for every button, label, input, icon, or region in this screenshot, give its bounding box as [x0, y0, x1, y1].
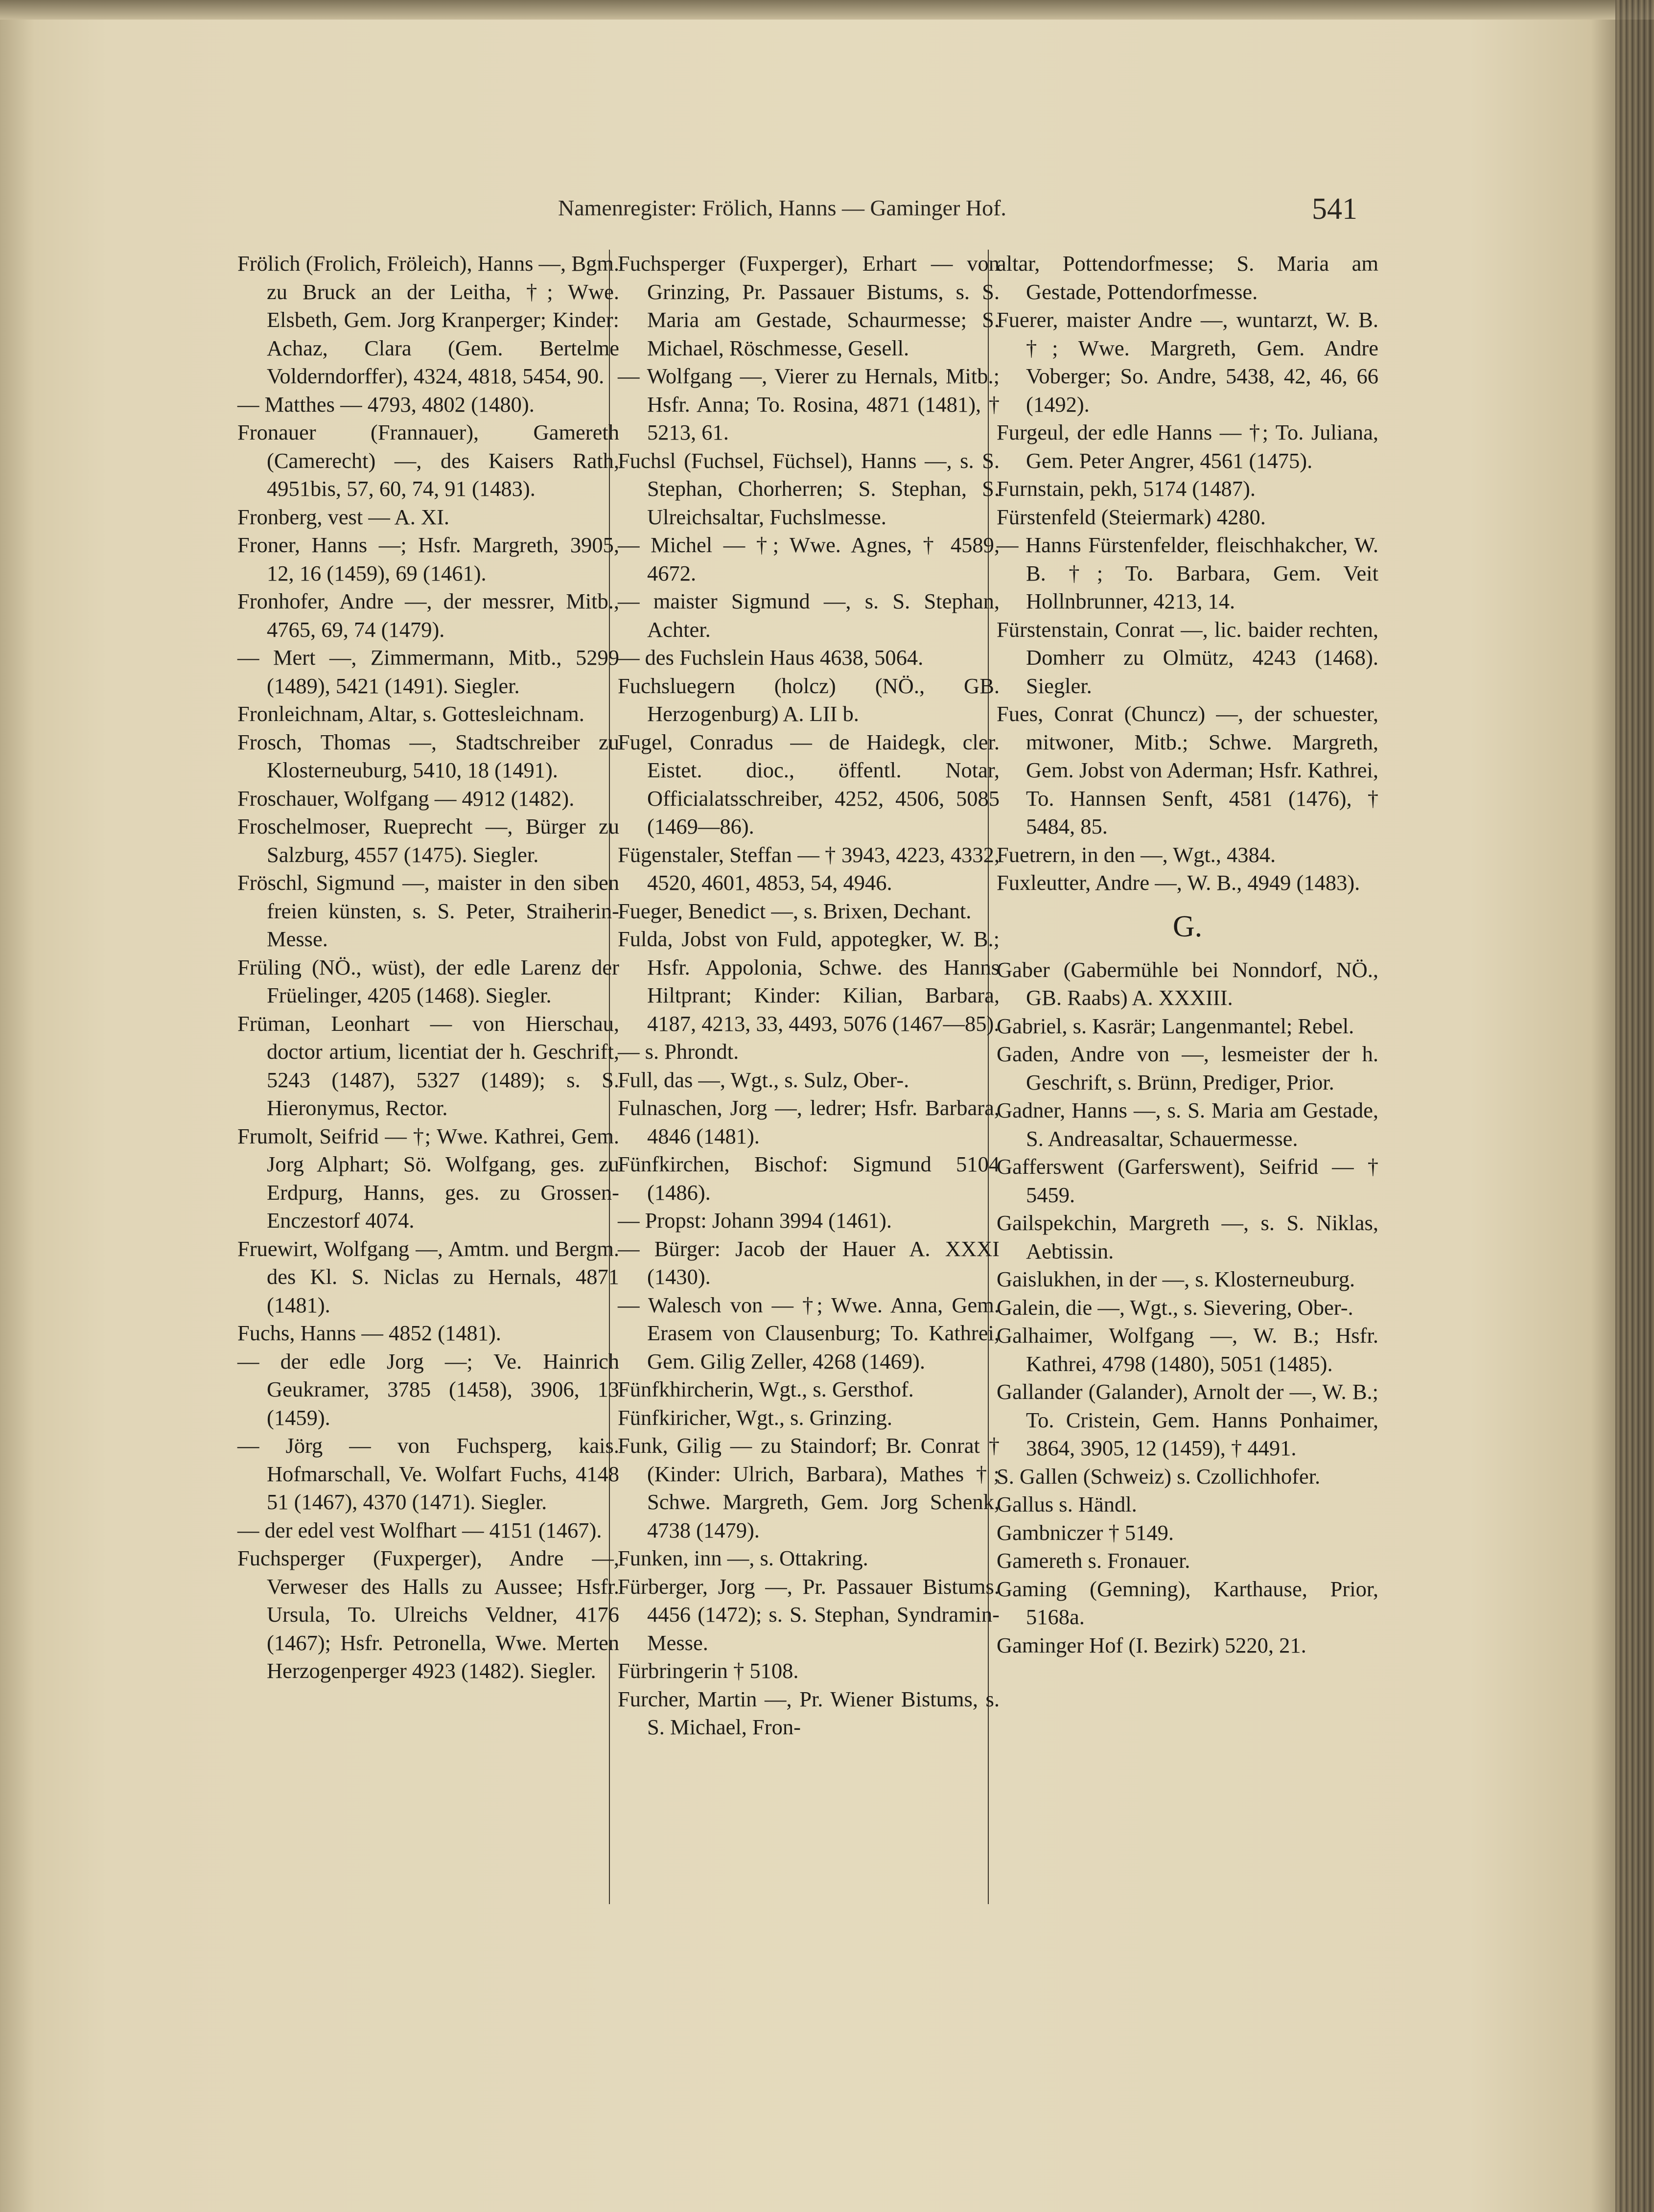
index-entry: Gamereth s. Fronauer. [997, 1548, 1190, 1573]
index-entry: Fröschl, Sigmund —, maister in den siben freien künsten, s. S. Peter, Straiherin-Messe. [237, 870, 619, 951]
index-entry: Fuetrern, in den —, Wgt., 4384. [997, 842, 1276, 867]
section-letter: G. [1172, 909, 1203, 943]
index-entry: Fuerer, maister Andre —, wuntarzt, W. B. †; Wwe. Margreth, Gem. Andre Voberger; So. Andre, 5438, 42, 46, 66 (1492). [997, 307, 1378, 417]
index-entry: S. Gallen (Schweiz) s. Czollichhofer. [997, 1464, 1321, 1489]
running-title: Namenregister: Frölich, Hanns — Gaminger Hof. [558, 195, 1006, 220]
index-entry: Fürberger, Jorg —, Pr. Passauer Bistums. 4456 (1472); s. S. Stephan, Syndramin-Messe. [618, 1574, 1000, 1655]
index-entry: — Wolfgang —, Vierer zu Hernals, Mitb.; Hsfr. Anna; To. Rosina, 4871 (1481), † 5213, 61. [618, 364, 1000, 444]
index-entry: — Mert —, Zimmermann, Mitb., 5299 (1489), 5421 (1491). Siegler. [237, 645, 619, 698]
index-entry: Fünfkirchen, Bischof: Sigmund 5104 (1486). [618, 1152, 1000, 1205]
index-entry: Furgeul, der edle Hanns — †; To. Juliana, Gem. Peter Angrer, 4561 (1475). [997, 420, 1378, 473]
index-entry: Funken, inn —, s. Ottakring. [618, 1546, 868, 1570]
index-entry: Frumolt, Seifrid — †; Wwe. Kathrei, Gem. Jorg Alphart; Sö. Wolfgang, ges. zu Erdpurg, Hanns, ges. zu Grossen-Enczestorf 4074. [237, 1123, 619, 1233]
index-entry: Fünfkiricher, Wgt., s. Grinzing. [618, 1405, 892, 1430]
index-entry: Gaden, Andre von —, lesmeister der h. Geschrift, s. Brünn, Prediger, Prior. [997, 1042, 1378, 1094]
index-entry: Fünfkhircherin, Wgt., s. Gersthof. [618, 1377, 914, 1401]
index-entry: Frölich (Frolich, Fröleich), Hanns —, Bgm. zu Bruck an der Leitha, †; Wwe. Elsbeth, Gem. Jorg Kranperger; Kinder: Achaz, Clara (Gem. Bertelme Volderndorffer), 4324, 4818, 5454, 90. [237, 251, 619, 388]
index-entry: Gabriel, s. Kasrär; Langenmantel; Rebel. [997, 1013, 1354, 1038]
index-column-3 [997, 250, 1378, 1659]
index-entry: Gafferswent (Garferswent), Seifrid — † 5459. [997, 1154, 1378, 1207]
index-entry: Fuchsperger (Fuxperger), Andre —, Verweser des Halls zu Aussee; Hsfr. Ursula, To. Ulreichs Veldner, 4176 (1467); Hsfr. Petronella, Wwe. Merten Herzogenperger 4923 (1482). Siegler. [237, 1546, 619, 1683]
index-entry: Gaber (Gabermühle bei Nonndorf, NÖ., GB. Raabs) A. XXXIII. [997, 957, 1378, 1010]
page-number: 541 [1312, 192, 1357, 226]
index-entry: Galein, die —, Wgt., s. Sievering, Ober-. [997, 1295, 1353, 1320]
index-entry: — der edel vest Wolfhart — 4151 (1467). [237, 1517, 602, 1542]
index-entry: Full, das —, Wgt., s. Sulz, Ober-. [618, 1067, 909, 1092]
index-entry: Fulda, Jobst von Fuld, appotegker, W. B.; Hsfr. Appolonia, Schwe. des Hanns Hiltprant; Kinder: Kilian, Barbara, 4187, 4213, 33, 4493, 5076 (1467—85). [618, 927, 1000, 1036]
index-entry: Fulnaschen, Jorg —, ledrer; Hsfr. Barbara, 4846 (1481). [618, 1095, 1000, 1148]
index-entry: Fronauer (Frannauer), Gamereth (Camerecht) —, des Kaisers Rath, 4951bis, 57, 60, 74, 91 (1483). [237, 420, 619, 501]
index-entry: — s. Phrondt. [618, 1039, 739, 1064]
index-entry: Galhaimer, Wolfgang —, W. B.; Hsfr. Kathrei, 4798 (1480), 5051 (1485). [997, 1323, 1378, 1376]
index-entry: Fuchsl (Fuchsel, Füchsel), Hanns —, s. S. Stephan, Chorherren; S. Stephan, S. Ulreichsaltar, Fuchslmesse. [618, 448, 1000, 529]
index-entry: Furcher, Martin —, Pr. Wiener Bistums, s. S. Michael, Fron- [618, 1686, 1000, 1739]
index-entry: — Michel — †; Wwe. Agnes, † 4589, 4672. [618, 533, 1000, 585]
index-entry: — Matthes — 4793, 4802 (1480). [237, 392, 535, 417]
index-entry: Frosch, Thomas —, Stadtschreiber zu Klosterneuburg, 5410, 18 (1491). [237, 729, 619, 782]
index-entry: Gaminger Hof (I. Bezirk) 5220, 21. [997, 1632, 1306, 1657]
index-entry: Gallander (Galander), Arnolt der —, W. B.; To. Cristein, Gem. Hanns Ponhaimer, 3864, 3905, 12 (1459), † 4491. [997, 1379, 1378, 1460]
index-entry: Fugel, Conradus — de Haidegk, cler. Eistet. dioc., öffentl. Notar, Officialatsschreiber, 4252, 4506, 5085 (1469—86). [618, 729, 1000, 838]
index-entry: Fürstenstain, Conrat —, lic. baider rechten, Domherr zu Olmütz, 4243 (1468). Siegler. [997, 617, 1378, 698]
index-entry: Fruewirt, Wolfgang —, Amtm. und Bergm. des Kl. S. Niclas zu Hernals, 4871 (1481). [237, 1236, 619, 1317]
index-entry: — Propst: Johann 3994 (1461). [618, 1208, 892, 1233]
index-entry: — Bürger: Jacob der Hauer A. XXXI (1430). [618, 1236, 1000, 1289]
index-entry: Fuxleutter, Andre —, W. B., 4949 (1483). [997, 870, 1360, 895]
index-entry: altar, Pottendorfmesse; S. Maria am Gestade, Pottendorfmesse. [997, 251, 1378, 304]
index-entry: Gailspekchin, Margreth —, s. S. Niklas, Aebtissin. [997, 1211, 1378, 1263]
index-entry: Fürstenfeld (Steiermark) 4280. [997, 504, 1266, 529]
index-entry: Fuchs, Hanns — 4852 (1481). [237, 1321, 501, 1345]
index-entry: Froschelmoser, Rueprecht —, Bürger zu Salzburg, 4557 (1475). Siegler. [237, 814, 619, 867]
page-top-edge [0, 0, 1654, 20]
index-entry: Fronhofer, Andre —, der messrer, Mitb., 4765, 69, 74 (1479). [237, 589, 619, 642]
index-entry: Furnstain, pekh, 5174 (1487). [997, 476, 1256, 501]
index-entry: Gadner, Hanns —, s. S. Maria am Gestade, S. Andreasaltar, Schauermesse. [997, 1098, 1378, 1151]
index-entry: — Hanns Fürstenfelder, fleischhakcher, W. B. †; To. Barbara, Gem. Veit Hollnbrunner, 4213, 14. [997, 533, 1378, 613]
index-entry: — Jörg — von Fuchsperg, kais. Hofmarschall, Ve. Wolfart Fuchs, 4148 51 (1467), 4370 (1471). Siegler. [237, 1433, 619, 1514]
index-entry: Fuchsperger (Fuxperger), Erhart — von Grinzing, Pr. Passauer Bistums, s. S. Maria am Gestade, Schaurmesse; S. Michael, Röschmesse, Gesell. [618, 251, 1000, 360]
index-entry: Fronleichnam, Altar, s. Gottesleichnam. [237, 701, 584, 726]
index-entry: — des Fuchslein Haus 4638, 5064. [618, 645, 924, 670]
index-entry: Gallus s. Händl. [997, 1492, 1137, 1516]
index-entry: Fügenstaler, Steffan — † 3943, 4223, 4332, 4520, 4601, 4853, 54, 4946. [618, 842, 1000, 895]
book-spine-edge [1615, 0, 1654, 2212]
index-entry: Früling (NÖ., wüst), der edle Larenz der Früelinger, 4205 (1468). Siegler. [237, 955, 619, 1007]
index-entry: Fürbringerin † 5108. [618, 1658, 799, 1683]
index-entry: Fueger, Benedict —, s. Brixen, Dechant. [618, 898, 972, 923]
index-entry: Gaming (Gemning), Karthause, Prior, 5168a. [997, 1576, 1378, 1629]
index-entry: Gaislukhen, in der —, s. Klosterneuburg. [997, 1267, 1355, 1291]
index-entry: — maister Sigmund —, s. S. Stephan, Achter. [618, 589, 1000, 642]
index-entry: — Walesch von — †; Wwe. Anna, Gem. Erasem von Clausenburg; To. Kathrei, Gem. Gilig Zeller, 4268 (1469). [618, 1292, 1000, 1374]
index-entry: Fronberg, vest — A. XI. [237, 504, 450, 529]
index-entry: Fues, Conrat (Chuncz) —, der schuester, mitwoner, Mitb.; Schwe. Margreth, Gem. Jobst von Aderman; Hsfr. Kathrei, To. Hannsen Senft, 4581 (1476), † 5484, 85. [997, 701, 1378, 838]
index-entry: Früman, Leonhart — von Hierschau, doctor artium, licentiat der h. Geschrift, 5243 (1487), 5327 (1489); s. S. Hieronymus, Rector. [237, 1011, 619, 1120]
index-entry: Gambniczer † 5149. [997, 1520, 1174, 1545]
index-entry: Froner, Hanns —; Hsfr. Margreth, 3905, 12, 16 (1459), 69 (1461). [237, 533, 619, 585]
index-entry: Funk, Gilig — zu Staindorf; Br. Conrat † (Kinder: Ulrich, Barbara), Mathes †; Schwe. Margreth, Gem. Jorg Schenk, 4738 (1479). [618, 1433, 1000, 1542]
index-column-1 [237, 250, 619, 1685]
index-entry: — der edle Jorg —; Ve. Hainrich Geukramer, 3785 (1458), 3906, 13 (1459). [237, 1349, 619, 1430]
index-entry: Fuchsluegern (holcz) (NÖ., GB. Herzogenburg) A. LII b. [618, 673, 1000, 726]
index-entry: Froschauer, Wolfgang — 4912 (1482). [237, 786, 575, 811]
index-column-2 [618, 250, 1000, 1742]
